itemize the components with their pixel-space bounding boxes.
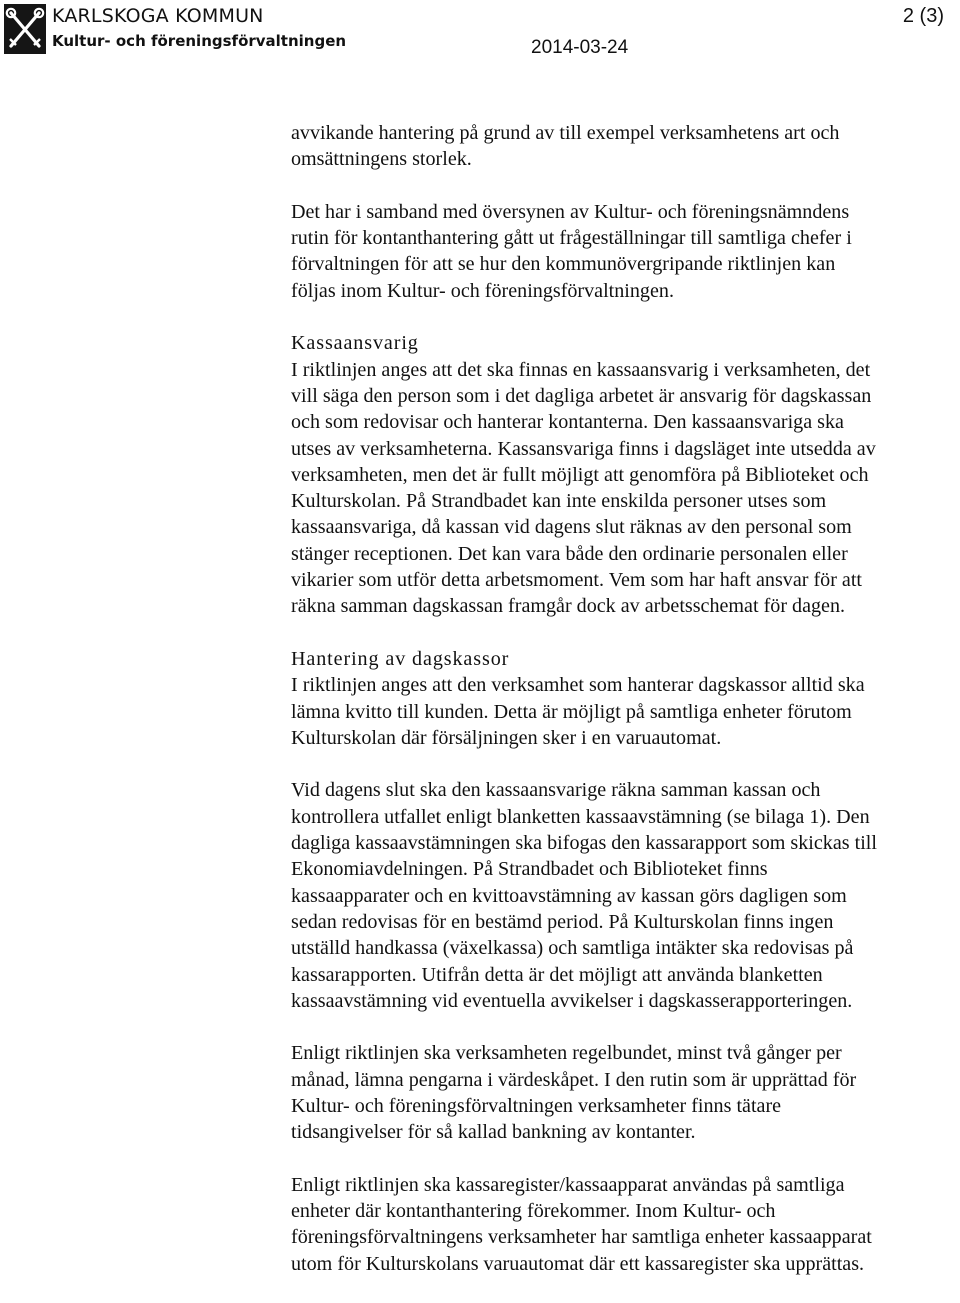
paragraph: I riktlinjen anges att den verksamhet som hanterar dagskassor alltid ska lämna kvitto till kunden. Detta är möjligt på samtliga enheter förutom Kulturskolan där försäljningen sker i en varuautomat. xyxy=(291,674,865,749)
paragraph: Vid dagens slut ska den kassaansvarige räkna samman kassan och kontrollera utfallet enligt blanketten kassaavstämning (se bilaga 1). Den dagliga kassaavstämningen ska bifogas den kassarapport som skickas till Ekonomiavdelningen. På Strandbadet och Biblioteket finns kassaapparater och en kvittoavstämning av kassan görs dagligen som sedan redovisas för en bestämd period. På Kulturskolan finns ingen utställd handkassa (växelkassa) och samtliga intäkter ska redovisas på kassarapporten. Utifrån detta är det möjligt att använda blanketten kassaavstämning vid eventuella avvikelser i dagskasserapporteringen. xyxy=(291,779,877,1012)
department-name: Kultur- och föreningsförvaltningen xyxy=(52,32,347,50)
paragraph: avvikande hantering på grund av till exempel verksamhetens art och omsättningens storlek. xyxy=(291,122,840,171)
document-date: 2014-03-24 xyxy=(531,37,629,58)
paragraph: I riktlinjen anges att det ska finnas en kassaansvarig i verksamheten, det vill säga den person som i det dagliga arbetet är ansvarig för dagskassan och som redovisar och hanterar kontanterna. Den kassaansvariga ska utses av verksamheterna. Kassansvariga finns i dagsläget inte utsedda av verksamheten, men det är fullt möjligt att genomföra på Biblioteket och Kulturskolan. På Strandbadet kan inte enskilda personer utses som kassaansvariga, då kassan vid dagens slut räknas av den personal som stänger receptionen. Det kan vara både den ordinarie personalen eller vikarier som utför detta arbetsmoment. Vem som har haft ansvar för att räkna samman dagskassan framgår dock av arbetsschemat för dagen. xyxy=(291,358,876,618)
paragraph: Det har i samband med översynen av Kultur- och föreningsnämndens rutin för kontanthantering gått ut frågeställningar till samtliga chefer i förvaltningen för att se hur den kommunövergripande riktlinjen kan följas inom Kultur- och föreningsförvaltningen. xyxy=(291,200,852,302)
section-heading: Kassaansvarig xyxy=(291,332,419,355)
paragraph: Enligt riktlinjen ska kassaregister/kassaapparat användas på samtliga enheter där kontanthantering förekommer. Inom Kultur- och föreningsförvaltningens verksamheter har samtliga enheter kassaapparat utom för Kulturskolans varuautomat där ett kassaregister ska upprättas. xyxy=(291,1173,872,1275)
municipal-coat-of-arms-logo xyxy=(4,4,46,54)
document-body xyxy=(291,120,959,1303)
page-number: 2 (3) xyxy=(902,5,944,27)
section-hantering xyxy=(291,646,959,751)
paragraph: Enligt riktlinjen ska verksamheten regelbundet, minst två gånger per månad, lämna pengarna i värdeskåpet. I den rutin som är upprättad för Kultur- och föreningsförvaltningen verksamheter finns tätare tidsangivelser för så kallad bankning av kontanter. xyxy=(291,1042,857,1144)
section-kassaansvarig xyxy=(291,330,959,619)
page-header xyxy=(0,0,960,60)
section-heading: Hantering av dagskassor xyxy=(291,647,510,670)
organization-name: KARLSKOGA KOMMUN xyxy=(52,5,264,27)
